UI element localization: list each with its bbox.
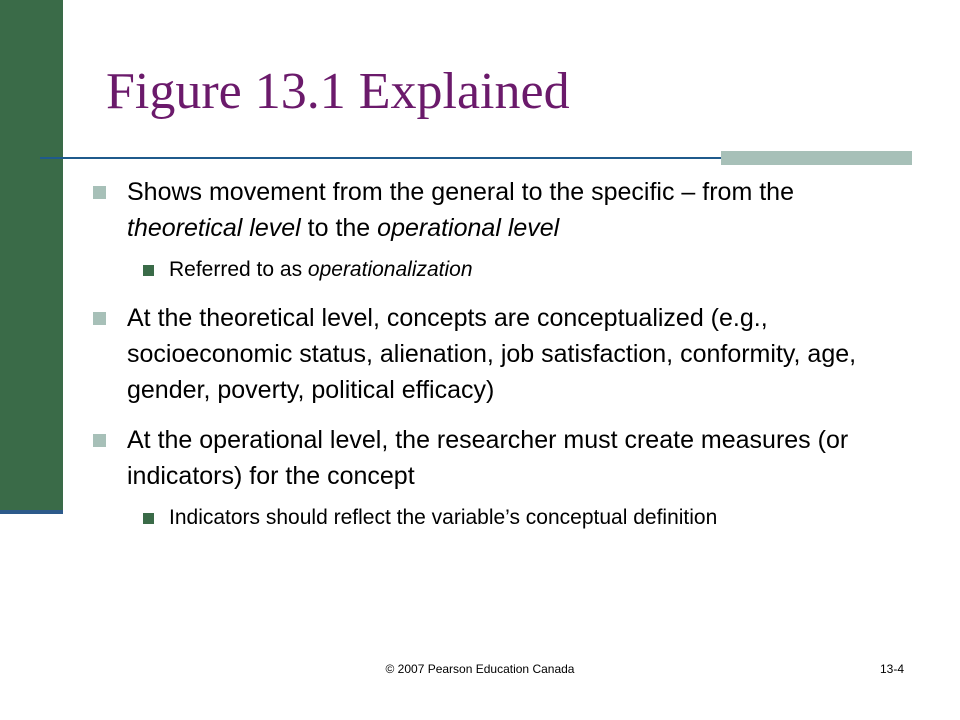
sub-bullet-text	[169, 506, 717, 529]
emphasis-text: theoretical level	[127, 214, 301, 242]
bullet-list	[93, 174, 893, 534]
slide-title: Figure 13.1 Explained	[106, 63, 570, 120]
sidebar-bottom-edge	[0, 510, 63, 514]
text-run: Indicators should reflect the variable’s conceptual definition	[169, 506, 718, 529]
text-run: At the operational level, the researcher must create measures (or indicators) for the concept	[127, 426, 849, 490]
bullet-square-icon	[93, 434, 106, 447]
sub-bullet-text	[169, 258, 473, 281]
text-run: to the	[300, 214, 378, 242]
slide-number: 13-4	[879, 662, 904, 676]
sub-bullet-list	[127, 502, 893, 534]
text-run: Referred to as	[169, 258, 308, 281]
bullet-text	[127, 426, 848, 490]
bullet-text	[127, 304, 856, 404]
footer-copyright: © 2007 Pearson Education Canada	[385, 662, 575, 676]
sub-bullet-item	[127, 502, 893, 534]
bullet-square-icon	[93, 186, 106, 199]
left-sidebar-bar	[0, 0, 63, 512]
bullet-item	[93, 300, 893, 408]
sub-bullet-list	[127, 254, 893, 286]
bullet-square-icon	[93, 312, 106, 325]
sub-bullet-square-icon	[143, 513, 154, 524]
sub-bullet-square-icon	[143, 265, 154, 276]
emphasis-text: operationalization	[307, 258, 473, 281]
slide-content	[93, 174, 893, 548]
emphasis-text: operational level	[377, 214, 560, 242]
text-run: Shows movement from the general to the specific – from the	[127, 178, 794, 206]
text-run: At the theoretical level, concepts are conceptualized (e.g., socioeconomic status, alienation, job satisfaction, conformity, age, gender, poverty, political efficacy)	[127, 304, 857, 404]
bullet-item	[93, 174, 893, 286]
bullet-text	[127, 178, 794, 242]
sub-bullet-item	[127, 254, 893, 286]
title-accent-bar	[721, 151, 912, 165]
bullet-item	[93, 422, 893, 534]
